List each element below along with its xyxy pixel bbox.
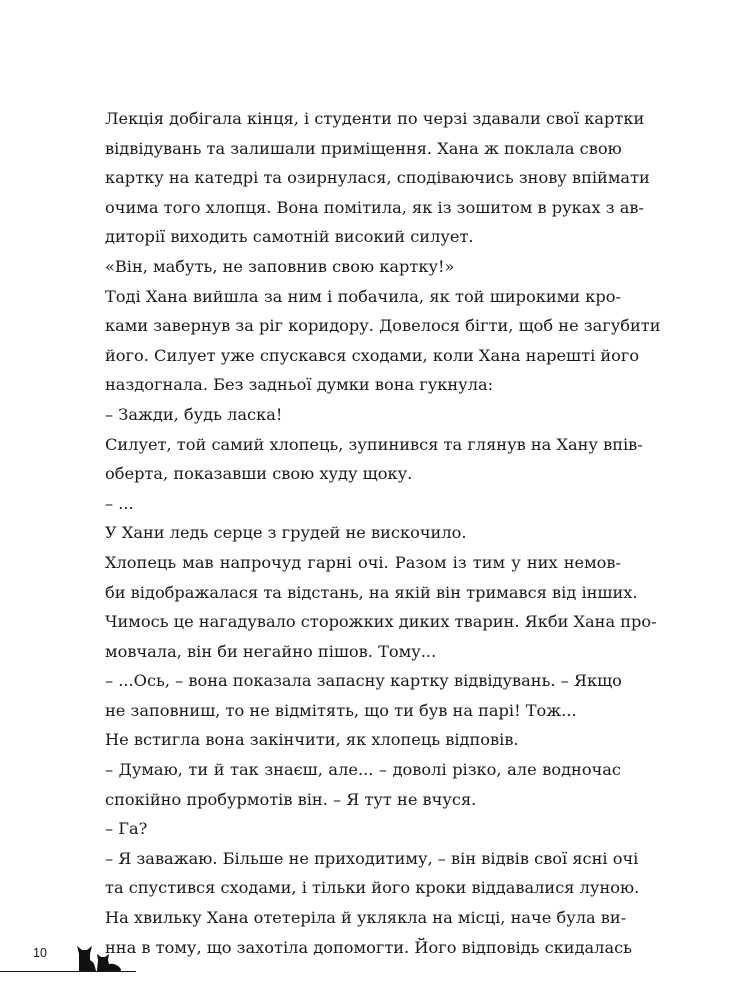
text-line: «Він, мабуть, не заповнив свою картку!»	[105, 256, 455, 276]
text-line: – Я заважаю. Більше не приходитиму, – він відвів свої ясні очі	[105, 848, 639, 868]
paragraph	[105, 400, 621, 430]
text-line: Чимось це нагадувало сторожких диких тварин. Якби Хана про-	[105, 612, 657, 632]
text-line: би відображалася та відстань, на якій він тримався від інших.	[105, 582, 638, 602]
footer-rule	[0, 971, 136, 972]
text-line: Силует, той самий хлопець, зупинився та глянув на Хану впів-	[105, 434, 643, 454]
text-line: нна в тому, що захотіла допомогти. Його відповідь скидалась	[105, 937, 632, 957]
text-line: та спустився сходами, і тільки його кроки віддавалися луною.	[105, 878, 640, 898]
paragraph	[105, 430, 643, 489]
paragraph	[105, 518, 621, 548]
paragraph	[105, 252, 621, 282]
text-line: У Хани ледь серце з грудей не вискочило.	[105, 523, 467, 543]
text-line: – Га?	[105, 819, 148, 839]
paragraph	[105, 282, 661, 400]
text-line: ками завернув за ріг коридору. Довелося бігти, щоб не загубити	[105, 316, 661, 336]
paragraph	[105, 755, 621, 814]
text-line: оберта, показавши свою худу щоку.	[105, 464, 413, 484]
text-line: Не встигла вона закінчити, як хлопець відповів.	[105, 730, 519, 750]
text-line: Тоді Хана вийшла за ним і побачила, як той широкими кро-	[105, 286, 621, 306]
text-line: його. Силует уже спускався сходами, коли Хана нарешті його	[105, 345, 640, 365]
text-line: наздогнала. Без задньої думки вона гукнула:	[105, 375, 494, 395]
page-footer	[0, 936, 734, 986]
text-line: На хвильку Хана отетеріла й уклякла на місці, наче була ви-	[105, 908, 627, 928]
paragraph	[105, 814, 621, 844]
text-line: картку на катедрі та озирнулася, сподіваючись знову впіймати	[105, 168, 650, 188]
text-line: диторії виходить самотній високий силует.	[105, 227, 474, 247]
text-line: спокійно пробурмотів він. – Я тут не вчуся.	[105, 789, 477, 809]
paragraph	[105, 548, 657, 666]
paragraph	[105, 725, 621, 755]
text-line: – ...	[105, 493, 134, 513]
page-body	[105, 104, 661, 962]
two-cats-silhouette-icon	[76, 940, 124, 972]
cat-large-shape	[77, 946, 96, 971]
text-line: – ...Ось, – вона показала запасну картку відвідувань. – Якщо	[105, 671, 622, 691]
text-line: Хлопець мав напрочуд гарні очі. Разом із тим у них немов-	[105, 552, 621, 572]
text-line: мовчала, він би негайно пішов. Тому...	[105, 641, 437, 661]
page-number: 10	[33, 946, 47, 960]
text-line: очима того хлопця. Вона помітила, як із зошитом в руках з ав-	[105, 197, 644, 217]
text-line: – Думаю, ти й так знаєш, але... – доволі різко, але водночас	[105, 760, 621, 780]
text-line: не заповниш, то не відмітять, що ти був на парі! Тож...	[105, 700, 577, 720]
paragraph	[105, 104, 650, 252]
text-line: відвідувань та залишали приміщення. Хана ж поклала свою	[105, 138, 622, 158]
text-line: Лекція добігала кінця, і студенти по черзі здавали свої картки	[105, 109, 645, 128]
paragraph	[105, 844, 640, 903]
cat-small-shape	[97, 954, 121, 971]
text-line: – Зажди, будь ласка!	[105, 404, 283, 424]
paragraph	[105, 489, 621, 519]
paragraph	[105, 666, 621, 725]
